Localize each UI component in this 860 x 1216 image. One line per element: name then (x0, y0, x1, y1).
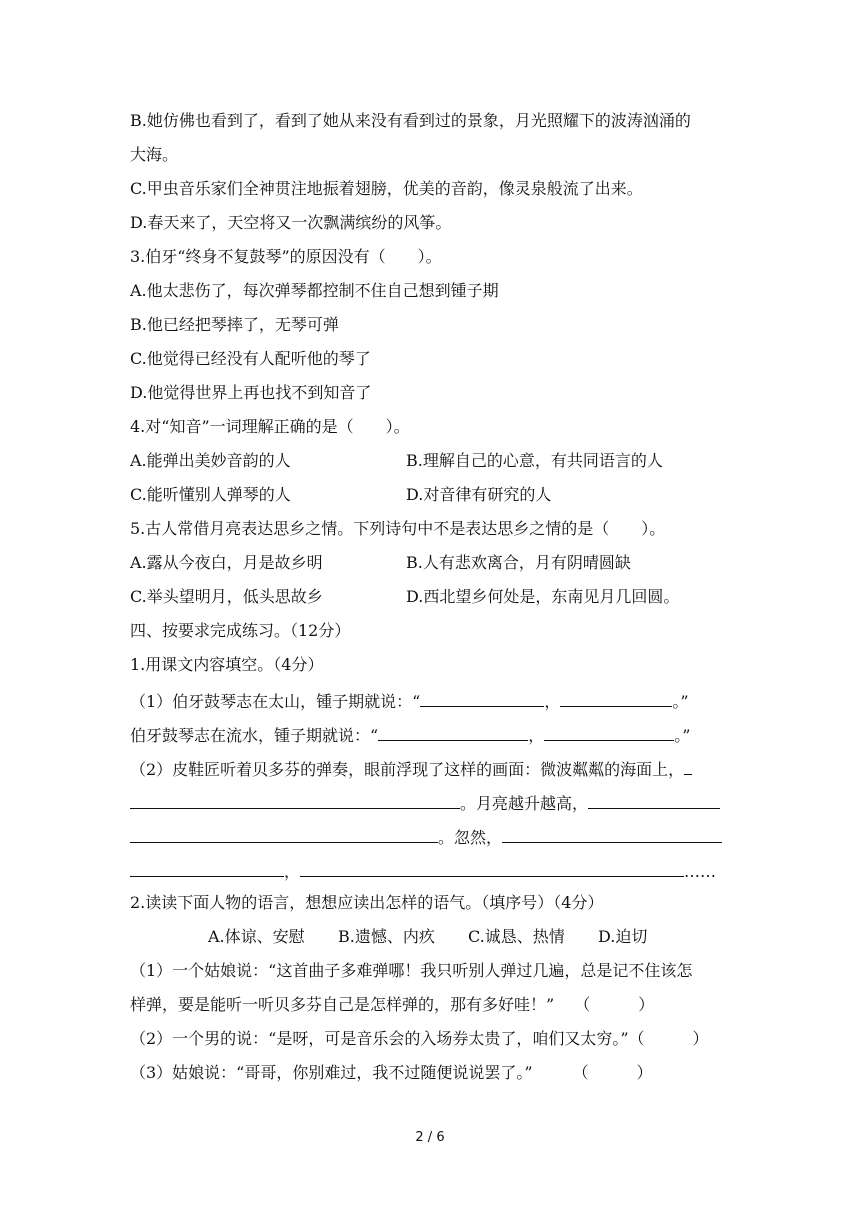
q4-option-b: B.理解自己的心意，有共同语言的人 (406, 451, 663, 470)
fill-2-line4 (130, 858, 730, 883)
passage-2 (130, 1028, 730, 1050)
q4-options-row2 (130, 484, 730, 506)
q3-option-c: C.他觉得已经没有人配听他的琴了 (130, 349, 371, 368)
page-number: 2 / 6 (415, 1130, 445, 1145)
option-d: D.春天来了，天空将又一次飘满缤纷的风筝。 (130, 213, 452, 232)
tone-choice-c: C.诚恳、热情 (468, 927, 565, 946)
q4-option-a: A.能弹出美妙音韵的人 (130, 451, 291, 470)
tone-choices (208, 926, 678, 948)
q3-option-a: A.他太悲伤了，每次弹琴都控制不住自己想到锺子期 (130, 281, 499, 300)
passage-2-text: （2）一个男的说：“是呀，可是音乐会的入场券太贵了，咱们又太穷。” (130, 1029, 629, 1048)
answer-blank[interactable] (544, 722, 674, 741)
fill-1-line1 (130, 688, 730, 713)
passage-3-text: （3）姑娘说：“哥哥，你别难过，我不过随便说说罢了。” (130, 1063, 533, 1082)
answer-paren[interactable]: （ ） (628, 1029, 709, 1048)
fill-2-prefix: （2）皮鞋匠听着贝多芬的弹奏，眼前浮现了这样的画面：微波粼粼的海面上， (130, 760, 685, 779)
fill-2-line3 (130, 824, 730, 849)
option-c: C.甲虫音乐家们全神贯注地振着翅膀，优美的音韵，像灵泉般流了出来。 (130, 179, 643, 198)
answer-blank[interactable] (588, 790, 720, 809)
passage-1-line2 (130, 994, 730, 1016)
q5-option-d: D.西北望乡何处是，东南见月几回圆。 (406, 587, 680, 606)
comma: ， (284, 862, 301, 881)
answer-blank[interactable] (300, 858, 684, 877)
answer-blank[interactable] (420, 688, 544, 707)
q4-option-d: D.对音律有研究的人 (406, 485, 552, 504)
tone-choice-a: A.体谅、安慰 (208, 927, 305, 946)
q4-options-row1 (130, 450, 730, 472)
answer-blank[interactable] (130, 858, 284, 877)
q5-options-row2 (130, 586, 730, 608)
section4-sub2: 2.读读下面人物的语言，想想应读出怎样的语气。（填序号）（4分） (130, 893, 604, 912)
section4-title: 四、按要求完成练习。（12分） (130, 621, 351, 640)
answer-blank[interactable] (502, 824, 722, 843)
q5-options-row1 (130, 552, 730, 574)
answer-paren[interactable]: （ ） (572, 1063, 653, 1082)
answer-blank[interactable] (130, 790, 460, 809)
answer-blank[interactable] (560, 688, 672, 707)
passage-1-text: 样弹，要是能听一听贝多芬自己是怎样弹的，那有多好哇！” (130, 995, 555, 1014)
tone-choice-b: B.遗憾、内疚 (338, 927, 435, 946)
fill-1-prefix: （1）伯牙鼓琴志在太山，锺子期就说：“ (130, 692, 421, 711)
fill-2-line1 (130, 756, 730, 781)
option-b-line1: B.她仿佛也看到了，看到了她从来没有看到过的景象，月光照耀下的波涛汹涌的 (130, 111, 691, 130)
tone-choice-d: D.迫切 (598, 927, 648, 946)
fill-2-mid2: 。忽然， (438, 828, 503, 847)
q5-option-a: A.露从今夜白，月是故乡明 (130, 553, 323, 572)
comma: ， (528, 726, 545, 745)
passage-3 (130, 1062, 730, 1084)
quote-end: 。” (672, 692, 689, 711)
q5-option-b: B.人有悲欢离合，月有阴晴圆缺 (406, 553, 631, 572)
fill-1-line2 (130, 722, 730, 747)
q4-option-c: C.能听懂别人弹琴的人 (130, 485, 291, 504)
option-b-line2: 大海。 (130, 145, 179, 164)
q3-option-b: B.他已经把琴摔了，无琴可弹 (130, 315, 339, 334)
answer-paren[interactable]: （ ） (574, 995, 655, 1014)
fill-2-mid: 。月亮越升越高， (460, 794, 589, 813)
q5-stem: 5.古人常借月亮表达思乡之情。下列诗句中不是表达思乡之情的是（ ）。 (130, 519, 666, 538)
q3-option-d: D.他觉得世界上再也找不到知音了 (130, 383, 372, 402)
ellipsis: …… (684, 862, 717, 881)
answer-blank[interactable] (130, 824, 438, 843)
comma: ， (544, 692, 561, 711)
passage-1-line1: （1）一个姑娘说：“这首曲子多难弹哪！我只听别人弹过几遍，总是记不住该怎 (130, 961, 693, 980)
q5-option-c: C.举头望明月，低头思故乡 (130, 587, 323, 606)
q4-stem: 4.对“知音”一词理解正确的是（ ）。 (130, 417, 410, 436)
fill-2-line2 (130, 790, 730, 815)
quote-end: 。” (674, 726, 691, 745)
section4-sub1: 1.用课文内容填空。（4分） (130, 655, 324, 674)
answer-blank[interactable] (378, 722, 528, 741)
q3-stem: 3.伯牙“终身不复鼓琴”的原因没有（ ）。 (130, 247, 442, 266)
answer-blank[interactable] (684, 756, 692, 775)
fill-1-prefix2: 伯牙鼓琴志在流水，锺子期就说：“ (130, 726, 379, 745)
